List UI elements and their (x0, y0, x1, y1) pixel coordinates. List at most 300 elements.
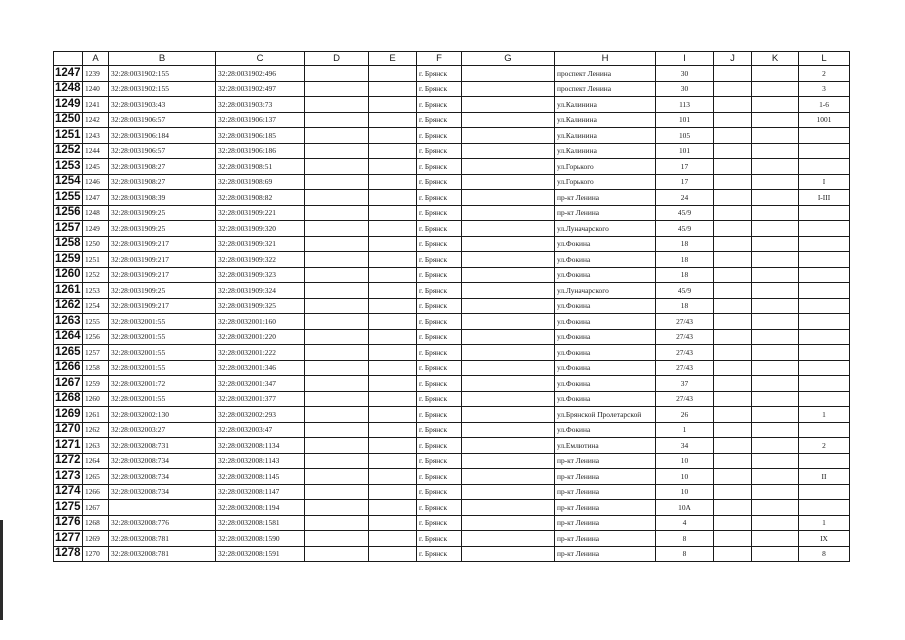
cell-e[interactable] (369, 531, 417, 547)
cell-a[interactable]: 1264 (83, 453, 109, 469)
cell-k[interactable] (752, 469, 799, 485)
cell-b[interactable]: 32:28:0032008:734 (109, 469, 216, 485)
cell-h[interactable]: пр-кт Ленина (555, 500, 656, 516)
cell-k[interactable] (752, 407, 799, 423)
cell-k[interactable] (752, 376, 799, 392)
cell-c[interactable]: 32:28:0031908:82 (216, 190, 305, 206)
cell-e[interactable] (369, 128, 417, 144)
cell-j[interactable] (714, 360, 752, 376)
cell-d[interactable] (305, 484, 369, 500)
cell-d[interactable] (305, 438, 369, 454)
column-header-e[interactable]: E (369, 52, 417, 66)
cell-f[interactable]: г. Брянск (417, 469, 462, 485)
cell-b[interactable] (109, 500, 216, 516)
cell-i[interactable]: 113 (656, 97, 714, 113)
cell-g[interactable] (462, 298, 555, 314)
cell-l[interactable]: 2 (799, 438, 850, 454)
cell-f[interactable]: г. Брянск (417, 236, 462, 252)
cell-j[interactable] (714, 236, 752, 252)
cell-b[interactable]: 32:28:0032001:55 (109, 329, 216, 345)
column-header-a[interactable]: A (83, 52, 109, 66)
cell-d[interactable] (305, 221, 369, 237)
cell-i[interactable]: 17 (656, 159, 714, 175)
cell-g[interactable] (462, 97, 555, 113)
cell-d[interactable] (305, 515, 369, 531)
cell-j[interactable] (714, 283, 752, 299)
cell-g[interactable] (462, 391, 555, 407)
cell-k[interactable] (752, 97, 799, 113)
cell-i[interactable]: 26 (656, 407, 714, 423)
cell-f[interactable]: г. Брянск (417, 252, 462, 268)
cell-c[interactable]: 32:28:0031909:325 (216, 298, 305, 314)
cell-i[interactable]: 18 (656, 267, 714, 283)
row-number[interactable]: 1273 (54, 469, 83, 485)
cell-e[interactable] (369, 298, 417, 314)
cell-h[interactable]: ул.Емлютина (555, 438, 656, 454)
row-number[interactable]: 1267 (54, 376, 83, 392)
cell-b[interactable]: 32:28:0032008:781 (109, 546, 216, 562)
cell-e[interactable] (369, 159, 417, 175)
row-number[interactable]: 1253 (54, 159, 83, 175)
cell-f[interactable]: г. Брянск (417, 283, 462, 299)
cell-a[interactable]: 1251 (83, 252, 109, 268)
row-number[interactable]: 1272 (54, 453, 83, 469)
cell-h[interactable]: ул.Фокина (555, 298, 656, 314)
cell-e[interactable] (369, 267, 417, 283)
cell-b[interactable]: 32:28:0032001:72 (109, 376, 216, 392)
cell-g[interactable] (462, 329, 555, 345)
header-corner[interactable] (54, 52, 83, 66)
cell-a[interactable]: 1248 (83, 205, 109, 221)
cell-c[interactable]: 32:28:0031903:73 (216, 97, 305, 113)
cell-b[interactable]: 32:28:0031906:57 (109, 143, 216, 159)
cell-b[interactable]: 32:28:0031908:39 (109, 190, 216, 206)
cell-d[interactable] (305, 469, 369, 485)
cell-j[interactable] (714, 484, 752, 500)
column-header-f[interactable]: F (417, 52, 462, 66)
cell-h[interactable]: ул.Фокина (555, 252, 656, 268)
cell-h[interactable]: ул.Калинина (555, 112, 656, 128)
row-number[interactable]: 1263 (54, 314, 83, 330)
cell-e[interactable] (369, 174, 417, 190)
cell-d[interactable] (305, 236, 369, 252)
cell-i[interactable]: 27/43 (656, 329, 714, 345)
column-header-c[interactable]: C (216, 52, 305, 66)
cell-d[interactable] (305, 360, 369, 376)
cell-l[interactable]: 1001 (799, 112, 850, 128)
cell-f[interactable]: г. Брянск (417, 159, 462, 175)
cell-b[interactable]: 32:28:0032008:781 (109, 531, 216, 547)
cell-i[interactable]: 17 (656, 174, 714, 190)
cell-f[interactable]: г. Брянск (417, 97, 462, 113)
cell-e[interactable] (369, 391, 417, 407)
cell-g[interactable] (462, 252, 555, 268)
cell-e[interactable] (369, 252, 417, 268)
cell-g[interactable] (462, 438, 555, 454)
row-number[interactable]: 1254 (54, 174, 83, 190)
cell-a[interactable]: 1262 (83, 422, 109, 438)
cell-c[interactable]: 32:28:0032001:346 (216, 360, 305, 376)
cell-g[interactable] (462, 66, 555, 82)
cell-l[interactable]: 1 (799, 515, 850, 531)
cell-g[interactable] (462, 345, 555, 361)
cell-h[interactable]: пр-кт Ленина (555, 546, 656, 562)
cell-g[interactable] (462, 376, 555, 392)
cell-d[interactable] (305, 205, 369, 221)
cell-k[interactable] (752, 546, 799, 562)
cell-a[interactable]: 1240 (83, 81, 109, 97)
cell-f[interactable]: г. Брянск (417, 81, 462, 97)
cell-g[interactable] (462, 484, 555, 500)
cell-c[interactable]: 32:28:0032001:160 (216, 314, 305, 330)
cell-g[interactable] (462, 531, 555, 547)
cell-b[interactable]: 32:28:0032003:27 (109, 422, 216, 438)
cell-g[interactable] (462, 422, 555, 438)
cell-c[interactable]: 32:28:0031906:137 (216, 112, 305, 128)
row-number[interactable]: 1270 (54, 422, 83, 438)
cell-a[interactable]: 1250 (83, 236, 109, 252)
cell-f[interactable]: г. Брянск (417, 112, 462, 128)
cell-k[interactable] (752, 500, 799, 516)
row-number[interactable]: 1269 (54, 407, 83, 423)
cell-a[interactable]: 1255 (83, 314, 109, 330)
cell-j[interactable] (714, 546, 752, 562)
row-number[interactable]: 1268 (54, 391, 83, 407)
cell-k[interactable] (752, 329, 799, 345)
column-header-l[interactable]: L (799, 52, 850, 66)
cell-i[interactable]: 27/43 (656, 314, 714, 330)
column-header-h[interactable]: H (555, 52, 656, 66)
cell-d[interactable] (305, 97, 369, 113)
cell-g[interactable] (462, 159, 555, 175)
cell-l[interactable] (799, 283, 850, 299)
cell-j[interactable] (714, 438, 752, 454)
cell-b[interactable]: 32:28:0032008:731 (109, 438, 216, 454)
row-number[interactable]: 1248 (54, 81, 83, 97)
cell-c[interactable]: 32:28:0031908:51 (216, 159, 305, 175)
cell-k[interactable] (752, 360, 799, 376)
cell-j[interactable] (714, 376, 752, 392)
cell-c[interactable]: 32:28:0031909:320 (216, 221, 305, 237)
cell-b[interactable]: 32:28:0032001:55 (109, 360, 216, 376)
cell-k[interactable] (752, 221, 799, 237)
cell-f[interactable]: г. Брянск (417, 128, 462, 144)
cell-h[interactable]: ул.Луначарского (555, 221, 656, 237)
cell-d[interactable] (305, 376, 369, 392)
row-number[interactable]: 1261 (54, 283, 83, 299)
cell-e[interactable] (369, 407, 417, 423)
cell-b[interactable]: 32:28:0031909:217 (109, 298, 216, 314)
cell-k[interactable] (752, 143, 799, 159)
cell-f[interactable]: г. Брянск (417, 345, 462, 361)
cell-i[interactable]: 4 (656, 515, 714, 531)
cell-j[interactable] (714, 174, 752, 190)
cell-d[interactable] (305, 174, 369, 190)
cell-a[interactable]: 1253 (83, 283, 109, 299)
cell-j[interactable] (714, 453, 752, 469)
cell-f[interactable]: г. Брянск (417, 453, 462, 469)
cell-l[interactable]: 8 (799, 546, 850, 562)
cell-b[interactable]: 32:28:0031906:184 (109, 128, 216, 144)
cell-i[interactable]: 8 (656, 531, 714, 547)
cell-i[interactable]: 105 (656, 128, 714, 144)
cell-i[interactable]: 27/43 (656, 360, 714, 376)
cell-e[interactable] (369, 81, 417, 97)
cell-j[interactable] (714, 128, 752, 144)
column-header-g[interactable]: G (462, 52, 555, 66)
cell-a[interactable]: 1261 (83, 407, 109, 423)
row-number[interactable]: 1247 (54, 66, 83, 82)
cell-b[interactable]: 32:28:0031909:217 (109, 252, 216, 268)
cell-b[interactable]: 32:28:0031908:27 (109, 174, 216, 190)
row-number[interactable]: 1259 (54, 252, 83, 268)
cell-l[interactable]: 1-6 (799, 97, 850, 113)
row-number[interactable]: 1256 (54, 205, 83, 221)
cell-h[interactable]: ул.Фокина (555, 267, 656, 283)
cell-b[interactable]: 32:28:0032001:55 (109, 345, 216, 361)
cell-e[interactable] (369, 221, 417, 237)
cell-a[interactable]: 1260 (83, 391, 109, 407)
cell-c[interactable]: 32:28:0031902:496 (216, 66, 305, 82)
cell-l[interactable]: I (799, 174, 850, 190)
cell-d[interactable] (305, 298, 369, 314)
cell-g[interactable] (462, 81, 555, 97)
cell-a[interactable]: 1267 (83, 500, 109, 516)
cell-a[interactable]: 1258 (83, 360, 109, 376)
cell-a[interactable]: 1266 (83, 484, 109, 500)
cell-a[interactable]: 1270 (83, 546, 109, 562)
cell-c[interactable]: 32:28:0031902:497 (216, 81, 305, 97)
cell-e[interactable] (369, 112, 417, 128)
cell-d[interactable] (305, 531, 369, 547)
cell-e[interactable] (369, 515, 417, 531)
cell-e[interactable] (369, 283, 417, 299)
cell-g[interactable] (462, 283, 555, 299)
cell-k[interactable] (752, 515, 799, 531)
cell-e[interactable] (369, 453, 417, 469)
cell-h[interactable]: ул.Фокина (555, 422, 656, 438)
cell-c[interactable]: 32:28:0032008:1147 (216, 484, 305, 500)
cell-h[interactable]: ул.Фокина (555, 345, 656, 361)
cell-i[interactable]: 18 (656, 236, 714, 252)
cell-f[interactable]: г. Брянск (417, 500, 462, 516)
cell-k[interactable] (752, 314, 799, 330)
cell-j[interactable] (714, 205, 752, 221)
column-header-d[interactable]: D (305, 52, 369, 66)
cell-c[interactable]: 32:28:0032001:220 (216, 329, 305, 345)
row-number[interactable]: 1275 (54, 500, 83, 516)
cell-g[interactable] (462, 128, 555, 144)
cell-h[interactable]: пр-кт Ленина (555, 484, 656, 500)
cell-l[interactable] (799, 422, 850, 438)
cell-g[interactable] (462, 174, 555, 190)
cell-c[interactable]: 32:28:0032001:347 (216, 376, 305, 392)
cell-g[interactable] (462, 314, 555, 330)
cell-d[interactable] (305, 329, 369, 345)
cell-h[interactable]: ул.Фокина (555, 391, 656, 407)
cell-f[interactable]: г. Брянск (417, 376, 462, 392)
cell-j[interactable] (714, 267, 752, 283)
cell-b[interactable]: 32:28:0032008:776 (109, 515, 216, 531)
cell-i[interactable]: 34 (656, 438, 714, 454)
cell-e[interactable] (369, 360, 417, 376)
cell-k[interactable] (752, 438, 799, 454)
column-header-k[interactable]: K (752, 52, 799, 66)
cell-b[interactable]: 32:28:0031909:217 (109, 236, 216, 252)
cell-h[interactable]: ул.Луначарского (555, 283, 656, 299)
column-header-j[interactable]: J (714, 52, 752, 66)
cell-i[interactable]: 30 (656, 81, 714, 97)
cell-d[interactable] (305, 407, 369, 423)
cell-f[interactable]: г. Брянск (417, 205, 462, 221)
cell-a[interactable]: 1239 (83, 66, 109, 82)
cell-h[interactable]: ул.Фокина (555, 314, 656, 330)
cell-j[interactable] (714, 97, 752, 113)
cell-h[interactable]: проспект Ленина (555, 66, 656, 82)
cell-c[interactable]: 32:28:0032008:1194 (216, 500, 305, 516)
cell-k[interactable] (752, 81, 799, 97)
cell-e[interactable] (369, 345, 417, 361)
cell-k[interactable] (752, 283, 799, 299)
row-number[interactable]: 1264 (54, 329, 83, 345)
cell-f[interactable]: г. Брянск (417, 422, 462, 438)
cell-l[interactable] (799, 159, 850, 175)
cell-d[interactable] (305, 112, 369, 128)
cell-k[interactable] (752, 128, 799, 144)
cell-l[interactable] (799, 236, 850, 252)
cell-a[interactable]: 1254 (83, 298, 109, 314)
cell-e[interactable] (369, 329, 417, 345)
cell-l[interactable]: II (799, 469, 850, 485)
cell-i[interactable]: 18 (656, 252, 714, 268)
cell-j[interactable] (714, 500, 752, 516)
cell-h[interactable]: проспект Ленина (555, 81, 656, 97)
cell-d[interactable] (305, 81, 369, 97)
cell-a[interactable]: 1241 (83, 97, 109, 113)
cell-j[interactable] (714, 329, 752, 345)
cell-h[interactable]: пр-кт Ленина (555, 190, 656, 206)
cell-h[interactable]: ул.Фокина (555, 236, 656, 252)
cell-h[interactable]: пр-кт Ленина (555, 469, 656, 485)
cell-i[interactable]: 30 (656, 66, 714, 82)
cell-a[interactable]: 1268 (83, 515, 109, 531)
cell-i[interactable]: 8 (656, 546, 714, 562)
cell-l[interactable]: 2 (799, 66, 850, 82)
cell-b[interactable]: 32:28:0031908:27 (109, 159, 216, 175)
cell-j[interactable] (714, 66, 752, 82)
cell-g[interactable] (462, 546, 555, 562)
cell-a[interactable]: 1245 (83, 159, 109, 175)
cell-l[interactable]: I-III (799, 190, 850, 206)
cell-j[interactable] (714, 407, 752, 423)
cell-f[interactable]: г. Брянск (417, 329, 462, 345)
row-number[interactable]: 1274 (54, 484, 83, 500)
cell-c[interactable]: 32:28:0032008:1590 (216, 531, 305, 547)
cell-i[interactable]: 27/43 (656, 391, 714, 407)
cell-c[interactable]: 32:28:0032008:1134 (216, 438, 305, 454)
row-number[interactable]: 1255 (54, 190, 83, 206)
cell-i[interactable]: 45/9 (656, 205, 714, 221)
cell-k[interactable] (752, 174, 799, 190)
cell-c[interactable]: 32:28:0032003:47 (216, 422, 305, 438)
row-number[interactable]: 1277 (54, 531, 83, 547)
row-number[interactable]: 1260 (54, 267, 83, 283)
cell-c[interactable]: 32:28:0032008:1145 (216, 469, 305, 485)
cell-a[interactable]: 1244 (83, 143, 109, 159)
cell-l[interactable] (799, 345, 850, 361)
cell-i[interactable]: 101 (656, 143, 714, 159)
cell-b[interactable]: 32:28:0031902:155 (109, 81, 216, 97)
cell-c[interactable]: 32:28:0031909:323 (216, 267, 305, 283)
cell-f[interactable]: г. Брянск (417, 66, 462, 82)
cell-b[interactable]: 32:28:0031909:25 (109, 205, 216, 221)
row-number[interactable]: 1265 (54, 345, 83, 361)
cell-a[interactable]: 1242 (83, 112, 109, 128)
cell-a[interactable]: 1256 (83, 329, 109, 345)
cell-j[interactable] (714, 422, 752, 438)
cell-l[interactable] (799, 298, 850, 314)
cell-d[interactable] (305, 128, 369, 144)
column-header-i[interactable]: I (656, 52, 714, 66)
cell-l[interactable] (799, 205, 850, 221)
cell-e[interactable] (369, 314, 417, 330)
cell-c[interactable]: 32:28:0031909:322 (216, 252, 305, 268)
cell-d[interactable] (305, 546, 369, 562)
cell-f[interactable]: г. Брянск (417, 143, 462, 159)
cell-k[interactable] (752, 453, 799, 469)
cell-l[interactable] (799, 314, 850, 330)
cell-b[interactable]: 32:28:0031906:57 (109, 112, 216, 128)
cell-e[interactable] (369, 143, 417, 159)
cell-c[interactable]: 32:28:0032008:1591 (216, 546, 305, 562)
cell-k[interactable] (752, 66, 799, 82)
cell-b[interactable]: 32:28:0032001:55 (109, 314, 216, 330)
cell-d[interactable] (305, 345, 369, 361)
cell-j[interactable] (714, 143, 752, 159)
cell-i[interactable]: 37 (656, 376, 714, 392)
cell-h[interactable]: ул.Калинина (555, 128, 656, 144)
cell-d[interactable] (305, 391, 369, 407)
cell-a[interactable]: 1257 (83, 345, 109, 361)
cell-j[interactable] (714, 81, 752, 97)
column-header-b[interactable]: B (109, 52, 216, 66)
cell-g[interactable] (462, 236, 555, 252)
cell-h[interactable]: пр-кт Ленина (555, 531, 656, 547)
cell-c[interactable]: 32:28:0032008:1581 (216, 515, 305, 531)
cell-d[interactable] (305, 252, 369, 268)
cell-b[interactable]: 32:28:0032002:130 (109, 407, 216, 423)
cell-g[interactable] (462, 515, 555, 531)
cell-g[interactable] (462, 360, 555, 376)
cell-a[interactable]: 1269 (83, 531, 109, 547)
row-number[interactable]: 1252 (54, 143, 83, 159)
cell-l[interactable] (799, 252, 850, 268)
cell-e[interactable] (369, 236, 417, 252)
cell-d[interactable] (305, 314, 369, 330)
cell-g[interactable] (462, 500, 555, 516)
cell-j[interactable] (714, 314, 752, 330)
cell-c[interactable]: 32:28:0031909:321 (216, 236, 305, 252)
cell-a[interactable]: 1243 (83, 128, 109, 144)
cell-l[interactable] (799, 500, 850, 516)
cell-k[interactable] (752, 298, 799, 314)
cell-d[interactable] (305, 422, 369, 438)
cell-b[interactable]: 32:28:0032008:734 (109, 484, 216, 500)
cell-b[interactable]: 32:28:0032008:734 (109, 453, 216, 469)
row-number[interactable]: 1250 (54, 112, 83, 128)
cell-k[interactable] (752, 345, 799, 361)
cell-a[interactable]: 1265 (83, 469, 109, 485)
